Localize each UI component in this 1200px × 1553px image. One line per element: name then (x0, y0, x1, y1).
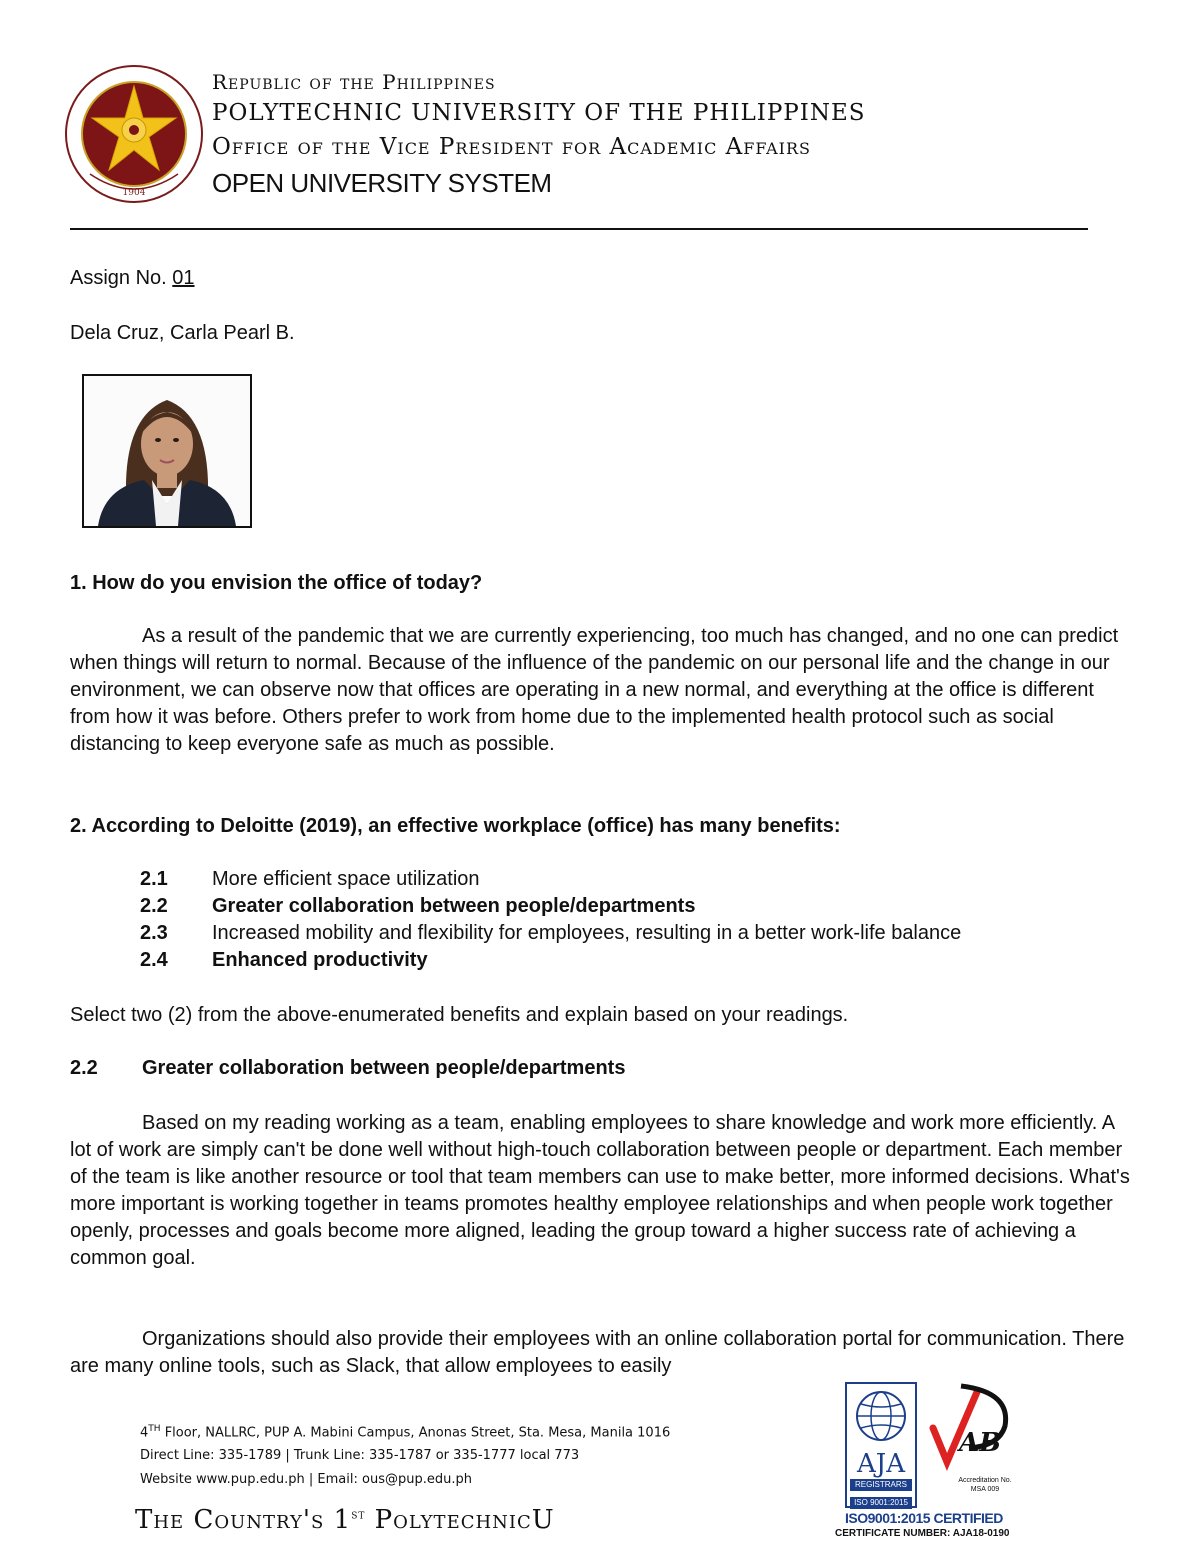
aja-logo (845, 1382, 917, 1508)
benefit-text: Increased mobility and flexibility for employees, resulting in a better work-life balance (212, 922, 962, 944)
header-divider (70, 228, 1088, 230)
selected-benefit-title: Greater collaboration between people/departments (142, 1057, 626, 1079)
footer-tagline (135, 1505, 555, 1535)
q2-instruction: Select two (2) from the above-enumerated benefits and explain based on your readings. (70, 1004, 849, 1026)
benefit-text: More efficient space utilization (212, 868, 480, 890)
header-republic: Republic of the Philippines (212, 70, 496, 94)
jab-accreditation: Accreditation No. MSA 009 (958, 1477, 1012, 1493)
selected-benefit-heading (70, 1055, 625, 1082)
certificate-number: CERTIFICATE NUMBER: AJA18-0190 (835, 1528, 1010, 1539)
q1-heading: 1. How do you envision the office of today? (70, 572, 483, 594)
benefit-num: 2.3 (140, 922, 168, 944)
iso-certified: ISO9001:2015 CERTIFIED (845, 1510, 1003, 1526)
benefit-num: 2.1 (140, 868, 168, 890)
assign-line (70, 265, 195, 292)
q2-heading: 2. According to Deloitte (2019), an effective workplace (office) has many benefits: (70, 815, 841, 837)
aja-label: AJA (857, 1449, 905, 1479)
explanation-paragraph-2: Organizations should also provide their employees with an online collaboration portal for communication. There are many online tools, such as Slack, that allow employees to easily (70, 1328, 1125, 1377)
jab-label: AB (959, 1428, 1002, 1458)
benefit-text: Enhanced productivity (212, 949, 428, 971)
footer-floor-num: 4 (140, 1425, 149, 1441)
footer-address-text: Floor, NALLRC, PUP A. Mabini Campus, Anonas Street, Sta. Mesa, Manila 1016 (164, 1425, 671, 1441)
benefit-text: Greater collaboration between people/departments (212, 895, 696, 917)
footer-web-email: Website www.pup.edu.ph | Email: ous@pup.edu.ph (140, 1472, 472, 1487)
footer-floor-sup: TH (148, 1424, 161, 1434)
university-seal (64, 64, 204, 204)
tagline-post: PolytechnicU (374, 1505, 555, 1535)
tagline-pre: The Country's 1 (135, 1505, 352, 1535)
explanation-paragraph-1: Based on my reading working as a team, enabling employees to share knowledge and work more efficiently. A lot of work are simply can't be done well without high-touch collaboration between people or department. Each member of the team is like another resource or tool that team members can use to make better, more informed decisions. What's more important is working together in teams promotes healthy employee relationships and when people work together openly, processes and goals become more aligned, leading the group toward a higher success rate of achieving a common goal. (70, 1112, 1130, 1269)
benefit-item (140, 947, 428, 974)
benefit-item (140, 893, 695, 920)
seal-year: 1904 (122, 188, 146, 198)
assign-label: Assign No. (70, 267, 167, 289)
footer-address (140, 1424, 670, 1440)
benefit-item (140, 866, 480, 893)
header-university: POLYTECHNIC UNIVERSITY OF THE PHILIPPINES (212, 100, 866, 126)
footer-phone-lines: Direct Line: 335-1789 | Trunk Line: 335-1787 or 335-1777 local 773 (140, 1448, 580, 1463)
selected-benefit-num: 2.2 (70, 1057, 98, 1079)
benefit-num: 2.4 (140, 949, 168, 971)
header-office: Office of the Vice President for Academic Affairs (212, 134, 811, 160)
student-photo (82, 374, 252, 528)
header-system: OPEN UNIVERSITY SYSTEM (212, 168, 552, 198)
jab-check-icon (925, 1382, 1015, 1472)
student-name: Dela Cruz, Carla Pearl B. (70, 322, 295, 344)
q1-answer: As a result of the pandemic that we are currently experiencing, too much has changed, and no one can predict when things will return to normal. Because of the influence of the pandemic on our personal life and the change in our environment, we can observe now that offices are operating in a new normal, and everything at the office is different from how it was before. Others prefer to work from home due to the implemented health protocol such as social distancing to keep everyone safe as much as possible. (70, 625, 1119, 755)
jab-logo (925, 1382, 1015, 1504)
aja-iso: ISO 9001:2015 (850, 1497, 912, 1509)
benefit-num: 2.2 (140, 895, 168, 917)
assign-number: 01 (172, 267, 195, 289)
tagline-sup: st (351, 1507, 366, 1523)
globe-icon (847, 1384, 915, 1446)
aja-registrars: REGISTRARS (850, 1479, 912, 1491)
benefit-item (140, 920, 961, 947)
